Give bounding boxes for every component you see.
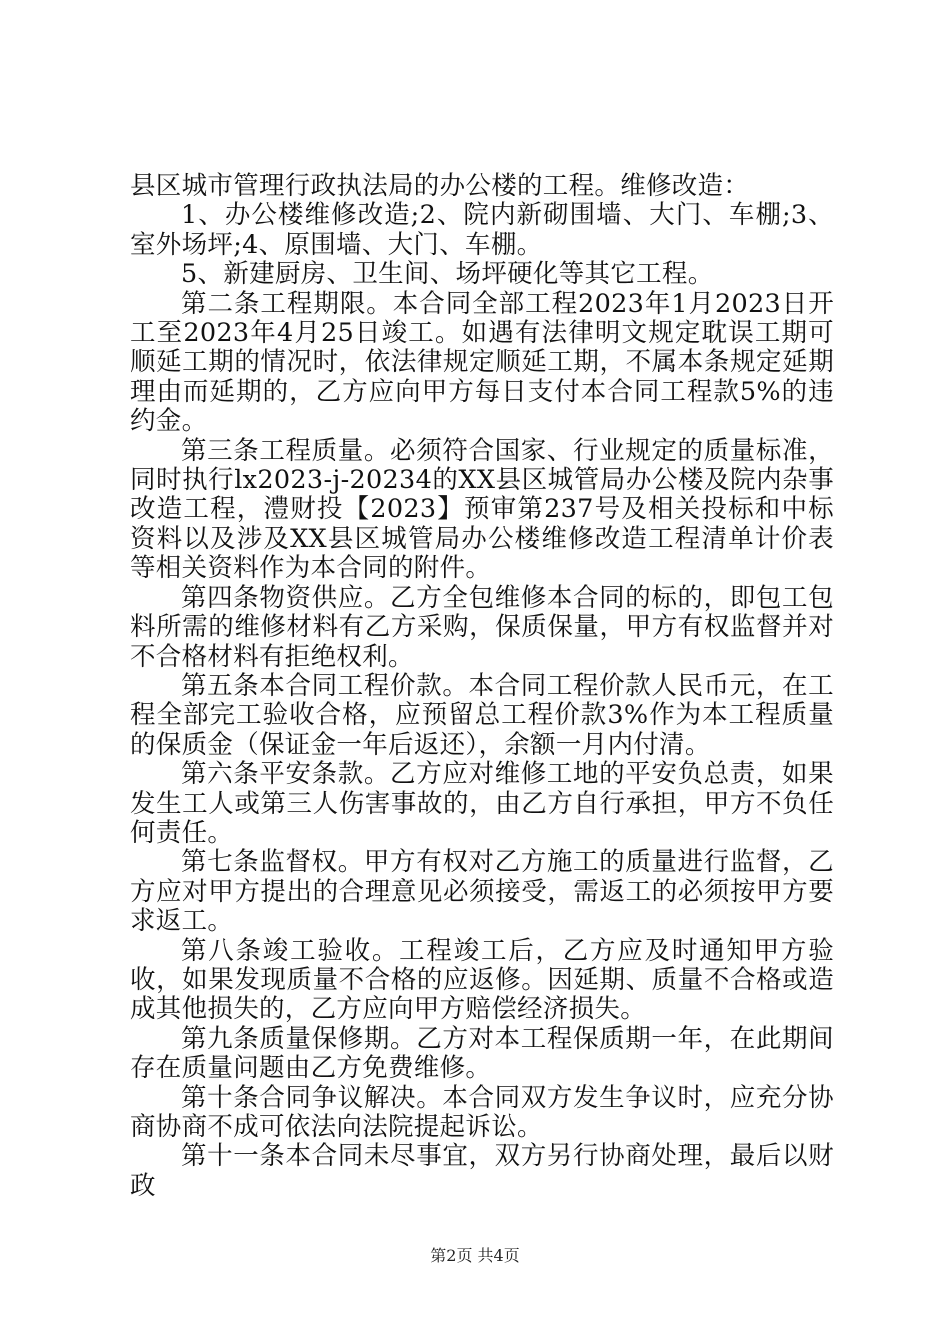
paragraph-article-5: 第五条本合同工程价款。本合同工程价款人民币元，在工程全部完工验收合格，应预留总工程价款3%作为本工程质量的保质金（保证金一年后返还），余额一月内付清。 [130,670,834,760]
paragraph-article-9: 第九条质量保修期。乙方对本工程保质期一年，在此期间存在质量问题由乙方免费维修。 [130,1023,834,1084]
paragraph-article-11: 第十一条本合同未尽事宜，双方另行协商处理，最后以财政 [130,1141,834,1201]
paragraph-article-8: 第八条竣工验收。工程竣工后，乙方应及时通知甲方验收，如果发现质量不合格的应返修。因延期、质量不合格或造成其他损失的，乙方应向甲方赔偿经济损失。 [130,935,834,1025]
paragraph-article-3: 第三条工程质量。必须符合国家、行业规定的质量标准，同时执行lx2023-j-20234的XX县区城管局办公楼及院内杂事改造工程，澧财投【2023】预审第237号及相关投标和中标资料以及涉及XX县区城管局办公楼维修改造工程清单计价表等相关资料作为本合同的附件。 [130,435,834,584]
paragraph-article-10: 第十条合同争议解决。本合同双方发生争议时，应充分协商协商不成可依法向法院提起诉讼。 [130,1082,834,1142]
document-body [130,172,834,1201]
page-number-footer: 第2页 共4页 [430,1246,520,1265]
paragraph-article-7: 第七条监督权。甲方有权对乙方施工的质量进行监督，乙方应对甲方提出的合理意见必须接受，需返工的必须按甲方要求返工。 [130,847,834,937]
paragraph-item-5: 5、新建厨房、卫生间、场坪硬化等其它工程。 [181,259,714,290]
paragraph-article-4: 第四条物资供应。乙方全包维修本合同的标的，即包工包料所需的维修材料有乙方采购，保质保量，甲方有权监督并对不合格材料有拒绝权利。 [130,582,834,672]
paragraph-article-2: 第二条工程期限。本合同全部工程2023年1月2023日开工至2023年4月25日竣工。如遇有法律明文规定耽误工期可顺延工期的情况时，依法律规定顺延工期，不属本条规定延期理由而延期的，乙方应向甲方每日支付本合同工程款5%的违约金。 [130,288,834,437]
paragraph-item-1-4: 1、办公楼维修改造;2、院内新砌围墙、大门、车棚;3、室外场坪;4、原围墙、大门、车棚。 [130,200,834,260]
paragraph-intro: 县区城市管理行政执法局的办公楼的工程。维修改造： [130,171,750,201]
paragraph-article-6: 第六条平安条款。乙方应对维修工地的平安负总责，如果发生工人或第三人伤害事故的，由乙方自行承担，甲方不负任何责任。 [130,759,834,848]
